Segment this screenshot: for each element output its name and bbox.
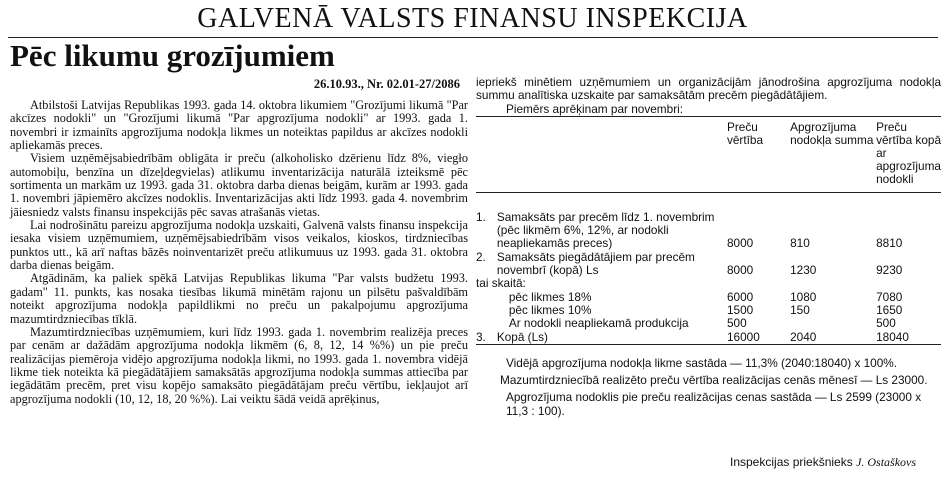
column-header: Preču vērtība kopā ar apgrozījuma nodokli: [876, 116, 941, 192]
summary: [476, 357, 941, 418]
paragraph: Atgādinām, ka paliek spēkā Latvijas Republikas likuma "Par valsts budžetu 1993. gadam" 11. punkts, kas nosaka tiesības likumā minētām rajonu un pilsētu pašvaldībām noteikt apgrozījuma nodokļa papildlikmi no preču un pakalpojumu apgrozījuma mazumtirdzniecības tīklā.: [10, 271, 468, 326]
example-label: Piemērs aprēķinam par novembri:: [506, 101, 684, 116]
table-row: 2. Samaksāts piegādātājiem par precēm novembrī (kopā) Ls 8000 1230 9230: [476, 249, 903, 278]
summary-line: Mazumtirdzniecībā realizēto preču vērtība realizācijas cenās mēnesī — Ls 23000.: [500, 373, 928, 388]
table-row: pēc likmes 10% 1500 150 1650: [508, 302, 903, 317]
signature-title: Inspekcijas priekšnieks: [730, 455, 853, 469]
signature-name: J. Ostaškovs: [856, 455, 917, 469]
left-column: [10, 99, 468, 406]
table-row: Ar nodokli neapliekamā produkcija 500 500: [508, 316, 896, 331]
summary-line: Vidējā apgrozījuma nodokļa likme sastāda — 11,3% (2040:18040) x 100%.: [506, 355, 898, 370]
calculation-table: [476, 116, 941, 345]
paragraph: Visiem uzņēmējsabiedrībām obligāta ir preču (alkoholisko dzērienu līdz 8%, viegło automobiļu, benzīna un dīzeļdegvielas) atlikumu inventarizācija naturālā izteiksmē pēc sortimenta un markām uz 1993. gada 31. oktobra darba dienas beigām, kurām ar 1993. gada 1. novembri jāpiemēro akcīzes nodoklis. Inventarizācijas akti līdz 1993. gada 4. novembrim jāiesniedz valsts finansu inspekcijās pēc savas atrašanās vietas.: [10, 151, 468, 219]
table-row: 1. Samaksāts par precēm līdz 1. novembrim (pēc likmēm 6%, 12%, ar nodokli neapliekamās preces) 8000 810 8810: [476, 209, 903, 251]
table-row: 3. Kopā (Ls) 16000 2040 18040: [476, 331, 941, 345]
paragraph: Atbilstoši Latvijas Republikas 1993. gada 14. oktobra likumiem "Grozījumi likumā "Par akcīzes nodokli" un "Grozījumi likumā "Par apgrozījuma nodokli" ar 1993. gada 1. novembri ir izmainīts apgrozījuma nodokļa likmes un noteiktas papildus ar akcīzes nodokli apliekamās preces.: [10, 98, 468, 153]
masthead: GALVENĀ VALSTS FINANSU INSPEKCIJA: [197, 3, 748, 34]
table-row: pēc likmes 18% 6000 1080 7080: [508, 289, 903, 304]
signature: [730, 455, 916, 470]
article-headline: Pēc likumu grozījumiem: [10, 38, 335, 73]
summary-line: Apgrozījuma nodoklis pie preču realizācijas cenas sastāda — Ls 2599 (23000 x 11,3 : 100).: [506, 390, 922, 418]
column-header: Preču vērtība: [727, 116, 790, 192]
document-reference: 26.10.93., Nr. 02.01-27/2086: [313, 77, 460, 91]
table-row: tai skaitā:: [476, 276, 526, 291]
paragraph: Lai nodrošinātu pareizu apgrozījuma nodokļa uzskaiti, Galvenā valsts finansu inspekcija iesaka visiem uzņēmumiem, uzņēmējsabiedrībām visos veikalos, kioskos, tirdzniecības punktos utt., kā arī naftas bāzēs noinventarizēt preču atlikumuus uz 1993. gada 31. oktobra darba dienas beigām.: [10, 218, 468, 273]
intro-paragraph: iepriekš minētiem uzņēmumiem un organizācijām jānodrošina apgrozījuma nodokļa summu analītiska uzskaite par samaksātām precēm piegādātājiem.: [476, 75, 941, 103]
paragraph: Mazumtirdzniecības uzņēmumiem, kuri līdz 1993. gada 1. novembrim realizēja preces par cenām ar dažādām apgrozījuma nodokļa likmēm (6, 8, 12, 14 %%) un pie preču realizācijas piemēroja vidējo apgrozījuma nodokļa likmi, no 1993. gada 1. novembra vidējā likme tiek noteikta kā piegādātājiem samaksātās apgrozījuma nodokļa summas attiecība par iegādātām precēm, pret visu kopējo samaksāto piegādātājam preču vērtību, iekļaujot arī apgrozījuma nodokli (10, 12, 18, 20 %%). Lai veiktu šādā veidā aprēķinus,: [10, 324, 468, 406]
column-header: Apgrozījuma nodokļa summa: [790, 116, 876, 192]
right-column: [476, 76, 941, 418]
